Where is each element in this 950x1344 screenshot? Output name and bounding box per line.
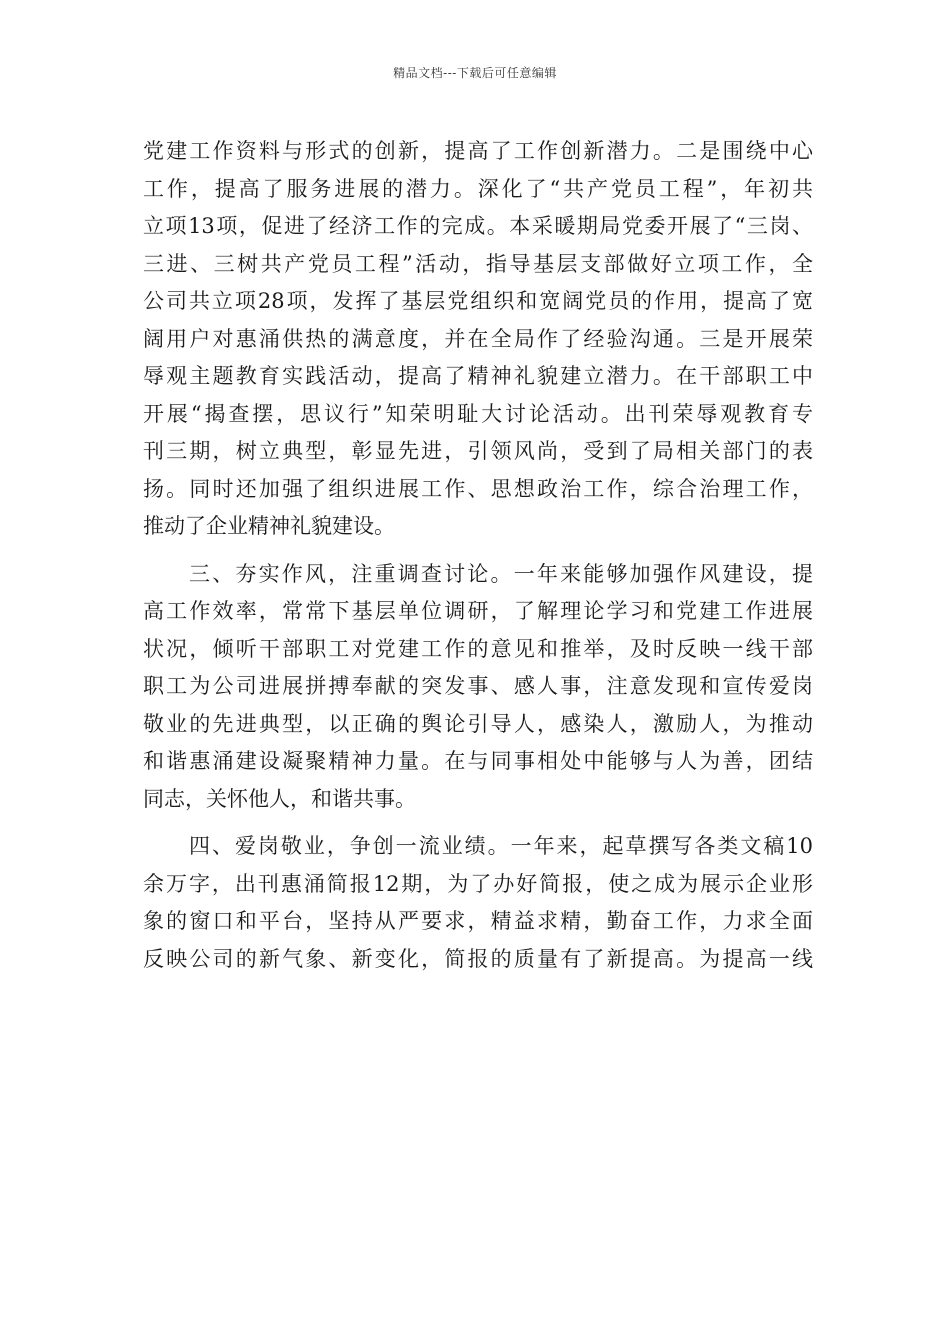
text-line: 党建工作资料与形式的创新，提高了工作创新潜力。二是围绕中心 — [143, 139, 813, 163]
text-line: 阔用户对惠涌供热的满意度，并在全局作了经验沟通。三是开展荣 — [143, 326, 813, 351]
text-line: 反映公司的新气象、新变化，简报的质量有了新提高。为提高一线 — [143, 946, 813, 971]
text-line: 职工为公司进展拼搏奉献的突发事、感人事，注意发现和宣传爱岗 — [143, 674, 813, 698]
text-line: 辱观主题教育实践活动，提高了精神礼貌建立潜力。在干部职工中 — [143, 364, 813, 388]
text-line: 状况，倾听干部职工对党建工作的意见和推举，及时反映一线干部 — [143, 636, 813, 661]
text-line-last: 推动了企业精神礼貌建设。 — [143, 514, 395, 538]
paragraph-gap — [143, 546, 813, 556]
paragraph-section-three — [143, 556, 813, 819]
text-line: 开展“揭查摆，思议行”知荣明耻大讨论活动。出刊荣辱观教育专 — [143, 401, 813, 426]
paragraph-gap — [143, 818, 813, 828]
text-line-last: 同志，关怀他人，和谐共事。 — [143, 786, 416, 811]
text-line: 工作，提高了服务进展的潜力。深化了“共产党员工程”，年初共 — [143, 176, 813, 201]
text-line: 立项13项，促进了经济工作的完成。本采暖期局党委开展了“三岗、 — [143, 214, 813, 238]
text-line: 三进、三树共产党员工程”活动，指导基层支部做好立项工作，全 — [143, 251, 813, 276]
text-line: 扬。同时还加强了组织进展工作、思想政治工作，综合治理工作， — [143, 476, 813, 501]
text-line: 高工作效率，常常下基层单位调研，了解理论学习和党建工作进展 — [143, 599, 813, 623]
paragraph-section-four — [143, 828, 813, 978]
text-line: 余万字，出刊惠涌简报12期，为了办好简报，使之成为展示企业形 — [143, 871, 813, 896]
page-header: 精品文档---下载后可任意编辑 — [393, 66, 557, 80]
text-line: 象的窗口和平台，坚持从严要求，精益求精，勤奋工作，力求全面 — [143, 909, 813, 933]
paragraph-party-building — [143, 133, 813, 546]
text-line: 和谐惠涌建设凝聚精神力量。在与同事相处中能够与人为善，团结 — [143, 749, 813, 773]
document-body — [143, 133, 813, 978]
text-line-first: 四、爱岗敬业，争创一流业绩。一年来，起草撰写各类文稿10 — [189, 834, 813, 858]
text-line: 刊三期，树立典型，彰显先进，引领风尚，受到了局相关部门的表 — [143, 439, 813, 463]
text-line: 公司共立项28项，发挥了基层党组织和宽阔党员的作用，提高了宽 — [143, 289, 813, 313]
text-line-first: 三、夯实作风，注重调查讨论。一年来能够加强作风建设，提 — [189, 561, 813, 586]
text-line: 敬业的先进典型，以正确的舆论引导人，感染人，激励人，为推动 — [143, 711, 813, 736]
